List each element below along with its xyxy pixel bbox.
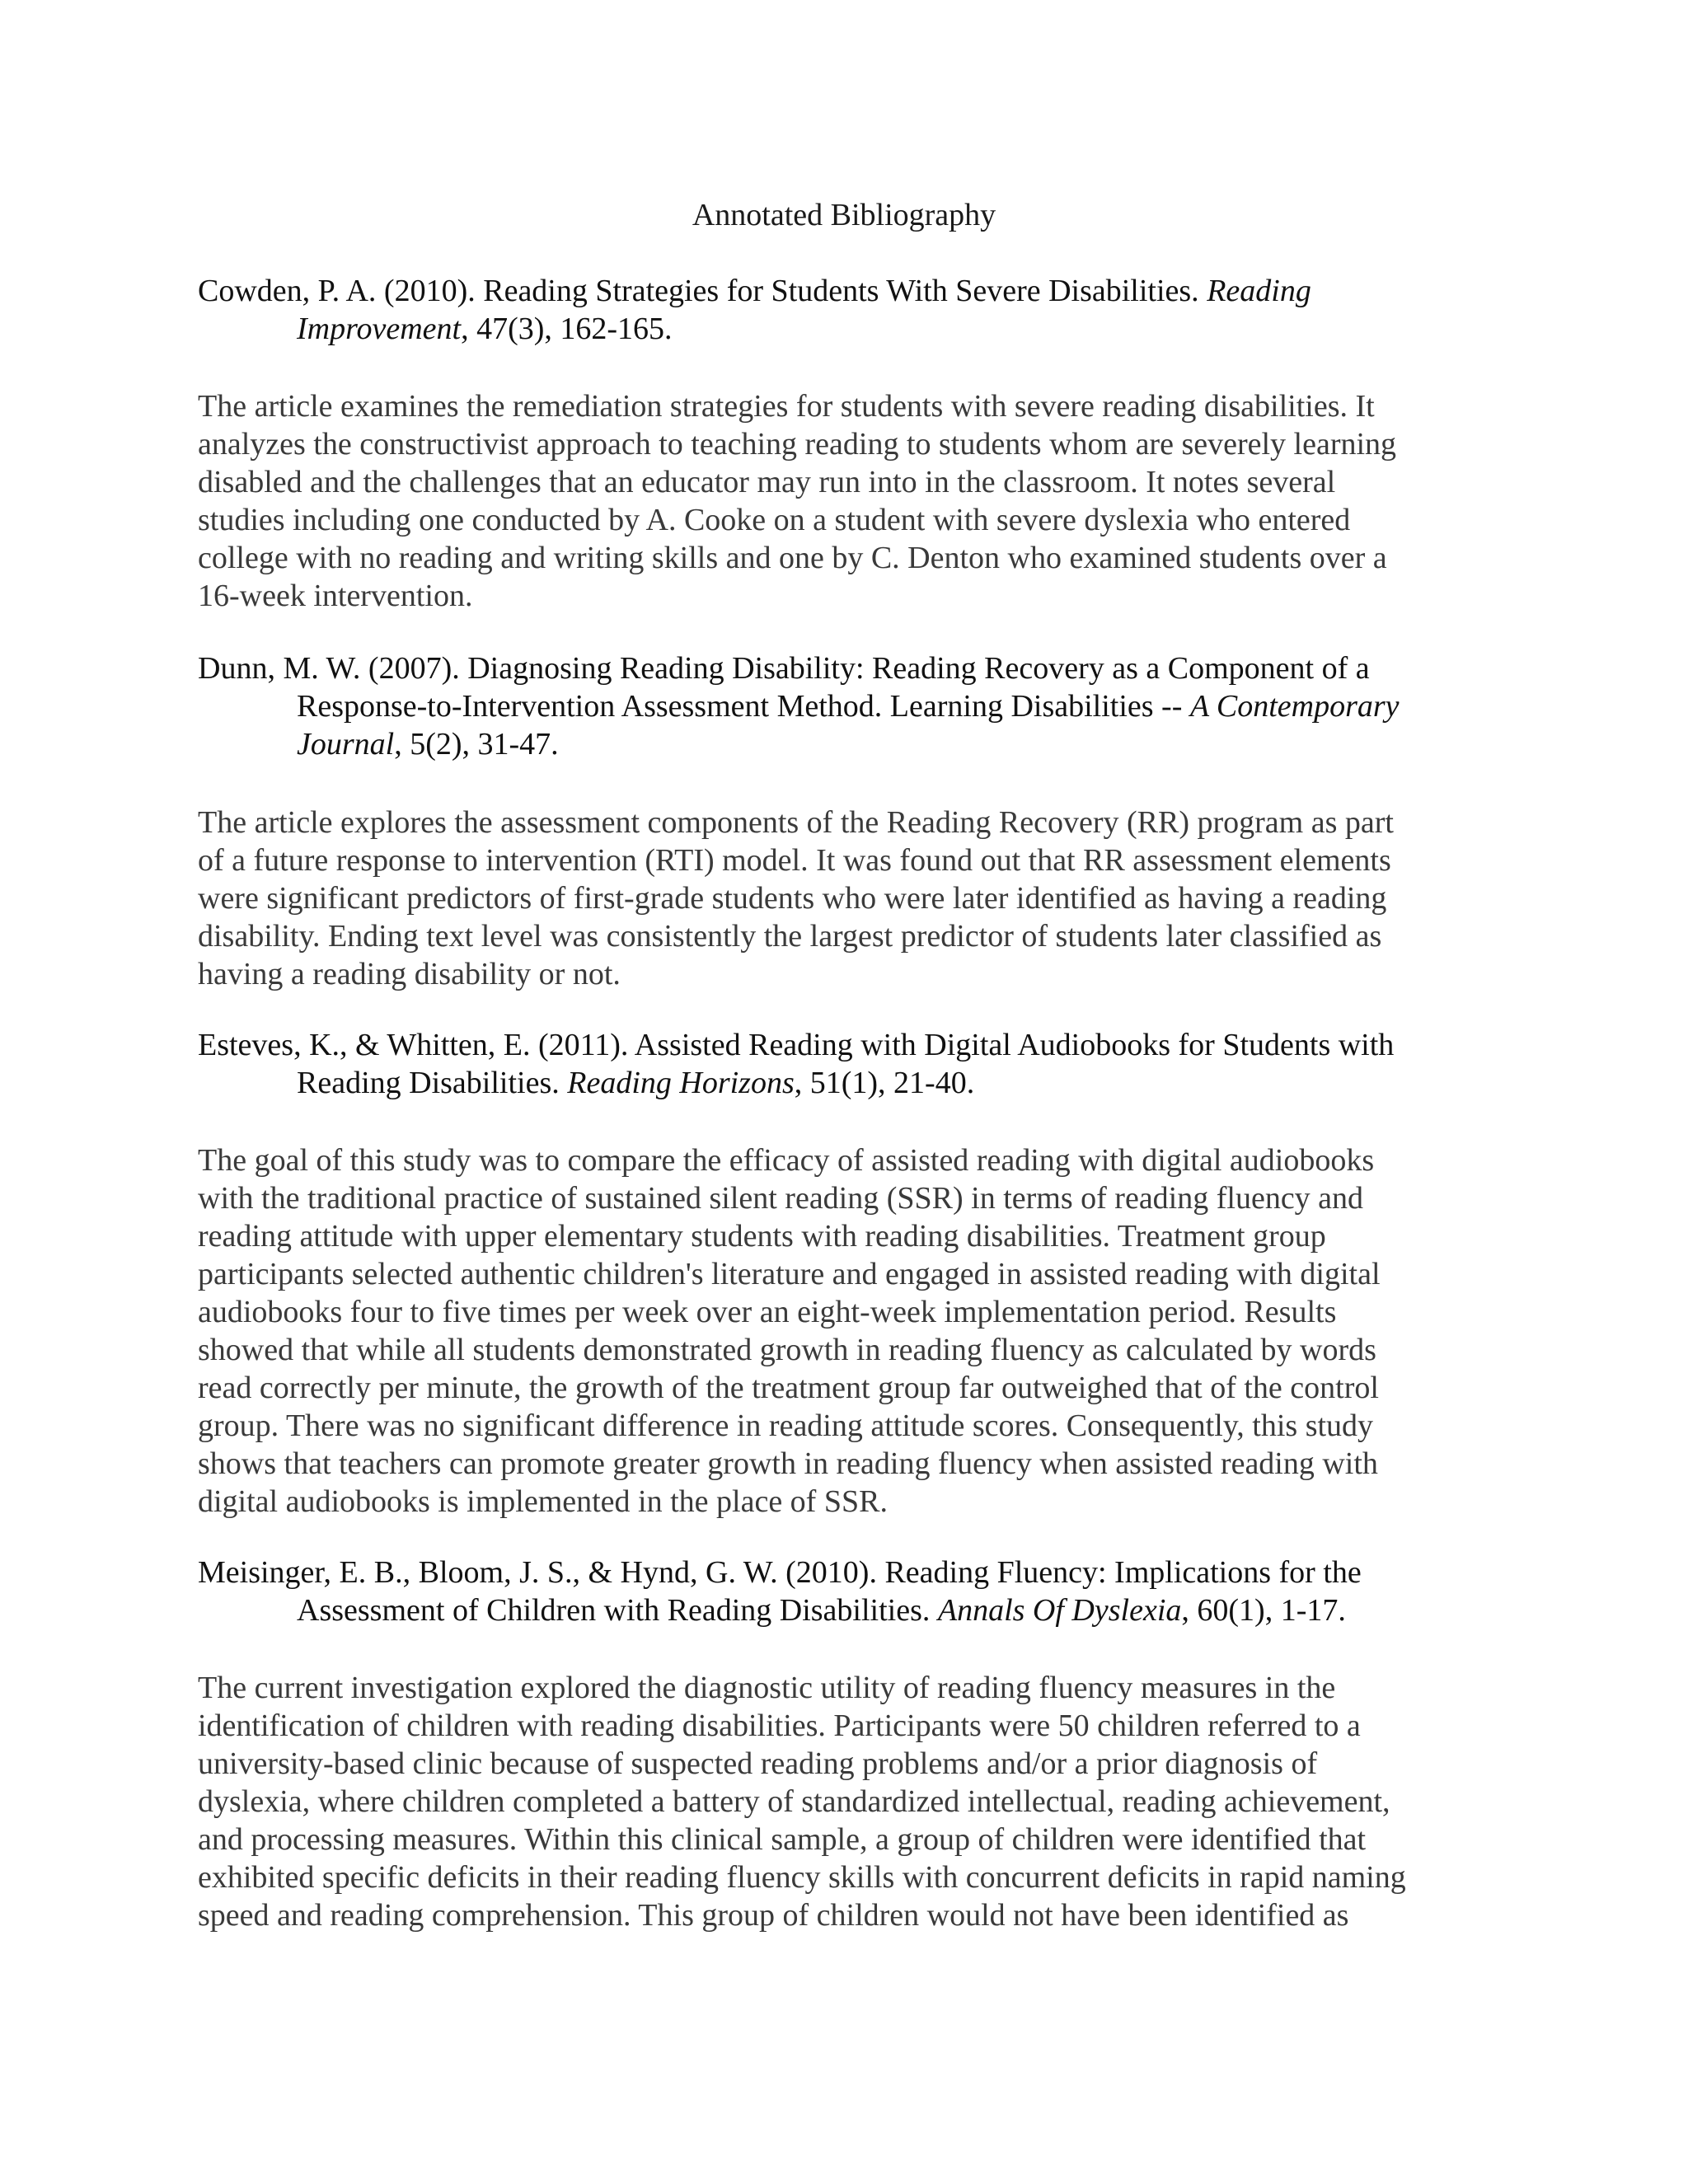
annotation-line: college with no reading and writing skills and one by C. Denton who examined students over a (198, 541, 1387, 575)
bibliography-annotation (198, 387, 1484, 615)
annotation-line: read correctly per minute, the growth of the treatment group far outweighed that of the control (198, 1371, 1379, 1405)
bibliography-annotation (198, 804, 1484, 993)
annotation-line: disabled and the challenges that an educator may run into in the classroom. It notes several (198, 465, 1336, 499)
annotation-text (198, 1141, 1484, 1521)
annotation-line: 16-week intervention. (198, 579, 473, 613)
annotation-line: The article examines the remediation strategies for students with severe reading disabilities. It (198, 389, 1375, 424)
bibliography-annotation (198, 1141, 1484, 1521)
journal-name: Annals Of Dyslexia (937, 1593, 1182, 1628)
bibliography-annotation (198, 1669, 1484, 1934)
annotation-line: disability. Ending text level was consistently the largest predictor of students later classified as (198, 919, 1382, 954)
annotation-line: The goal of this study was to compare the efficacy of assisted reading with digital audiobooks (198, 1143, 1375, 1178)
citation-line: Cowden, P. A. (2010). Reading Strategies for Students With Severe Disabilities. Reading (198, 274, 1311, 308)
citation-text (198, 1554, 1484, 1629)
annotation-line: showed that while all students demonstrated growth in reading fluency as calculated by words (198, 1333, 1376, 1367)
annotation-line: digital audiobooks is implemented in the place of SSR. (198, 1484, 888, 1519)
citation-line: Journal, 5(2), 31-47. (297, 727, 559, 762)
annotation-line: speed and reading comprehension. This group of children would not have been identified as (198, 1898, 1349, 1933)
annotation-line: participants selected authentic children's literature and engaged in assisted reading with digital (198, 1257, 1381, 1291)
journal-name: Improvement (297, 312, 462, 346)
annotation-line: of a future response to intervention (RTI) model. It was found out that RR assessment elements (198, 843, 1391, 878)
annotation-line: analyzes the constructivist approach to teaching reading to students whom are severely learning (198, 427, 1397, 462)
annotation-line: studies including one conducted by A. Cooke on a student with severe dyslexia who entered (198, 503, 1351, 537)
journal-name: Reading Horizons (567, 1066, 795, 1100)
annotation-line: shows that teachers can promote greater growth in reading fluency when assisted reading with (198, 1446, 1378, 1481)
journal-name: Journal (297, 727, 395, 762)
annotation-text (198, 387, 1484, 615)
annotation-line: and processing measures. Within this clinical sample, a group of children were identified that (198, 1822, 1367, 1857)
annotation-line: were significant predictors of first-grade students who were later identified as having a reading (198, 881, 1387, 916)
annotation-line: university-based clinic because of suspected reading problems and/or a prior diagnosis of (198, 1746, 1318, 1781)
annotation-line: exhibited specific deficits in their reading fluency skills with concurrent deficits in rapid naming (198, 1860, 1406, 1895)
page-title: Annotated Bibliography (692, 198, 996, 232)
annotation-line: audiobooks four to five times per week over an eight-week implementation period. Results (198, 1295, 1337, 1329)
citation-text (198, 649, 1484, 763)
bibliography-citation (198, 1554, 1484, 1629)
journal-name: A Contemporary (1189, 689, 1400, 724)
annotation-line: identification of children with reading disabilities. Participants were 50 children referred to a (198, 1708, 1361, 1743)
annotation-line: reading attitude with upper elementary students with reading disabilities. Treatment group (198, 1219, 1326, 1254)
citation-line: Esteves, K., & Whitten, E. (2011). Assisted Reading with Digital Audiobooks for Students with (198, 1028, 1395, 1062)
citation-line: Improvement, 47(3), 162-165. (297, 312, 673, 346)
annotation-line: with the traditional practice of sustained silent reading (SSR) in terms of reading fluency and (198, 1181, 1364, 1216)
citation-line: Response-to-Intervention Assessment Method. Learning Disabilities -- A Contemporary (297, 689, 1400, 724)
citation-text (198, 272, 1484, 348)
citation-text (198, 1026, 1484, 1102)
citation-line: Dunn, M. W. (2007). Diagnosing Reading Disability: Reading Recovery as a Component of a (198, 651, 1370, 686)
bibliography-citation (198, 272, 1484, 348)
annotation-line: The current investigation explored the diagnostic utility of reading fluency measures in the (198, 1671, 1336, 1705)
annotation-line: having a reading disability or not. (198, 957, 621, 991)
citation-line: Assessment of Children with Reading Disabilities. Annals Of Dyslexia, 60(1), 1-17. (297, 1593, 1346, 1628)
annotation-line: The article explores the assessment components of the Reading Recovery (RR) program as part (198, 805, 1394, 840)
annotation-text (198, 1669, 1484, 1934)
citation-line: Meisinger, E. B., Bloom, J. S., & Hynd, G. W. (2010). Reading Fluency: Implications for the (198, 1555, 1362, 1590)
bibliography-citation (198, 649, 1484, 763)
citation-line: Reading Disabilities. Reading Horizons, 51(1), 21-40. (297, 1066, 975, 1100)
annotation-line: dyslexia, where children completed a battery of standardized intellectual, reading achievement, (198, 1784, 1390, 1819)
bibliography-citation (198, 1026, 1484, 1102)
journal-name: Reading (1207, 274, 1311, 308)
annotation-text (198, 804, 1484, 993)
annotation-line: group. There was no significant difference in reading attitude scores. Consequently, this study (198, 1408, 1374, 1443)
